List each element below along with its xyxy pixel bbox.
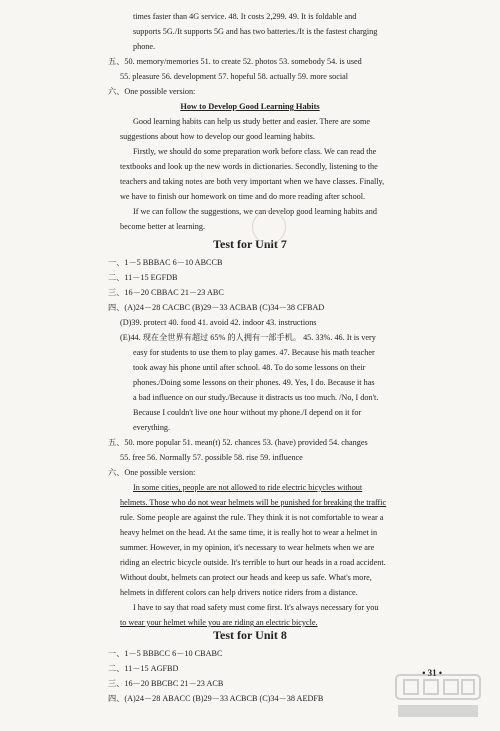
text-line: 三、16－20 BBCBC 21－23 ACB [108,679,224,688]
text-line: took away his phone until after school. 48. To do some lessons on their [133,363,366,372]
text-line: (E)44. 现在全世界有超过 65% 的人拥有一部手机。 45. 33%. 46. It is very [120,333,376,342]
unit8-heading: Test for Unit 8 [213,628,287,642]
answer-site-logo-icon [394,671,482,723]
text-line: textbooks and look up the new words in dictionaries. Secondly, listening to the [120,162,378,171]
text-line: 五、50. memory/memories 51. to create 52. photos 53. somebody 54. is used [108,57,362,66]
text-line: helmets. Those who do not wear helmets will be punished for breaking the traffic [120,498,387,507]
text-line: teachers and taking notes are both very important when we have classes. Finally, [120,177,385,186]
faint-stamp-icon [252,210,286,244]
text-line: heavy helmet on the head. At the same time, it is really hot to wear a helmet in [120,528,378,537]
text-line: 五、50. more popular 51. mean(t) 52. chances 53. (have) provided 54. changes [108,438,368,447]
unit7-heading: Test for Unit 7 [213,237,287,251]
text-line: 四、(A)24－28 CACBC (B)29－33 ACBAB (C)34－38 CFBAD [108,303,325,312]
text-line: riding an electric bicycle outside. It's terrible to hurt our heads in a road accident. [120,558,386,567]
text-line: times faster than 4G service. 48. It costs 2,299. 49. It is foldable and [133,12,357,21]
text-line: summer. However, in my opinion, it's necessary to wear helmets when we are [120,543,375,552]
text-line: Because I couldn't live one hour without my phone./I depend on it for [133,408,362,417]
text-line: rule. Some people are against the rule. They think it is not comfortable to wear a [120,513,384,522]
text-line: a bad influence on our study./Because it distracts us too much. /No, I don't. [133,393,379,402]
text-line: 四、(A)24－28 ABACC (B)29－33 ACBCB (C)34－38 AEDFB [108,694,324,703]
text-line: I have to say that road safety must come first. It's always necessary for you [133,603,379,612]
text-line: helmets in different colors can help drivers notice riders from a distance. [120,588,358,597]
text-line: 55. free 56. Normally 57. possible 58. rise 59. influence [120,453,303,462]
text-line: Good learning habits can help us study better and easier. There are some [133,117,370,126]
text-line: phones./Doing some lessons on their phones. 49. Yes, I do. Because it has [133,378,375,387]
text-line: 一、1－5 BBBCC 6－10 CBABC [108,649,223,658]
text-line: If we can follow the suggestions, we can develop good learning habits and [133,207,377,216]
text-line: Without doubt, helmets can protect our heads and keep us safe. What's more, [120,573,372,582]
text-line: 六、One possible version: [108,87,196,96]
text-line: suggestions about how to develop our good learning habits. [120,132,315,141]
page-number: • 31 • [422,668,442,678]
text-line: to wear your helmet while you are riding an electric bicycle. [120,618,318,627]
text-line: In some cities, people are not allowed to ride electric bicycles without [133,483,363,492]
text-line: 三、16－20 CBBAC 21－23 ABC [108,288,224,297]
text-line: easy for students to use them to play games. 47. Because his math teacher [133,348,375,357]
text-line: Firstly, we should do some preparation work before class. We can read the [133,147,377,156]
text-line: supports 5G./It supports 5G and has two batteries./It is the fastest charging [133,27,378,36]
text-line: 55. pleasure 56. development 57. hopeful 58. actually 59. more social [120,72,349,81]
essay-title: How to Develop Good Learning Habits [180,102,320,111]
text-line: become better at learning. [120,222,206,231]
text-line: we have to finish our homework on time and do more reading after school. [120,192,366,201]
text-line: 二、11－15 AGFBD [108,664,179,673]
text-line: 二、11－15 EGFDB [108,273,178,282]
text-line: 一、1－5 BBBAC 6－10 ABCCB [108,258,223,267]
text-line: (D)39. protect 40. food 41. avoid 42. indoor 43. instructions [120,318,317,327]
text-line: 六、One possible version: [108,468,196,477]
text-line: phone. [133,42,156,51]
text-line: everything. [133,423,171,432]
